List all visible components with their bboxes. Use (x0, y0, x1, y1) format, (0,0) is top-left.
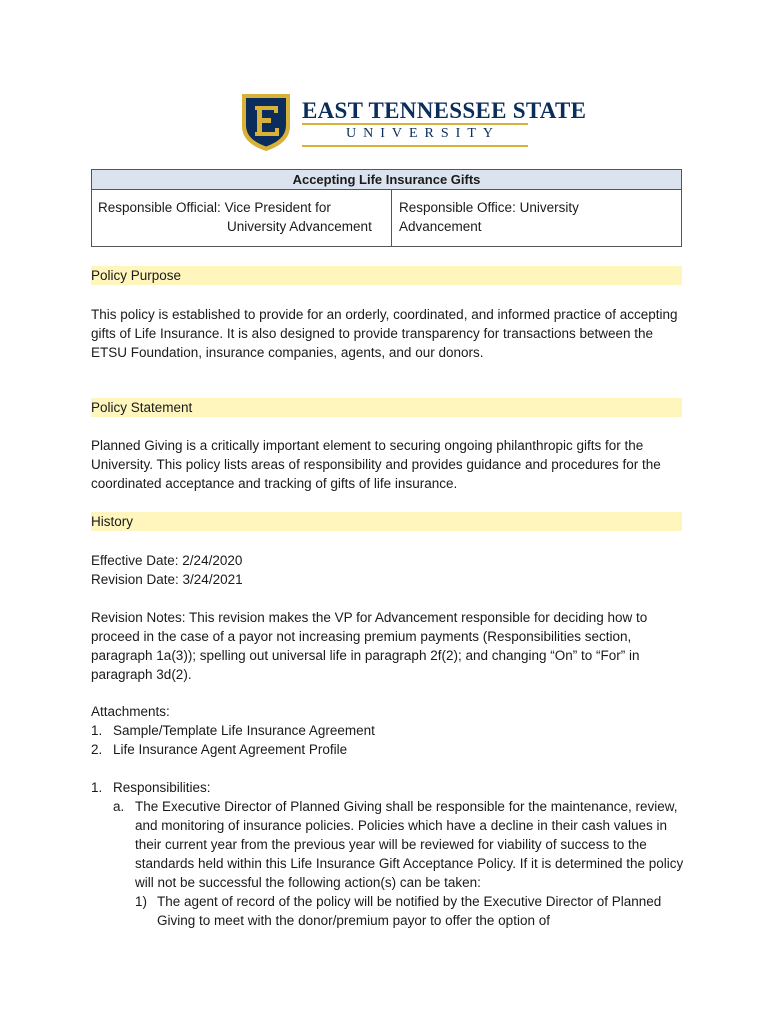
responsible-office-value: Advancement (399, 219, 482, 234)
responsibility-a (91, 797, 686, 892)
revision-notes-paragraph: Revision Notes: This revision makes the VP for Advancement responsible for deciding how to proceed in the case of a payor not increasing premium payments (Responsibilities section, paragraph 1a(3)); spelling out universal life in paragraph 2f(2); and changing “On” to “For” in paragraph 3d(2). (91, 610, 648, 682)
responsibilities-label: Responsibilities: (113, 780, 211, 795)
responsibility-a-letter: a. (113, 799, 125, 814)
revision-notes (91, 608, 686, 684)
responsible-office-label: Responsible Office: University (399, 200, 579, 215)
attachments-list (91, 702, 686, 759)
etsu-logo (240, 92, 587, 154)
policy-title: Accepting Life Insurance Gifts (92, 170, 681, 190)
responsibilities-item (91, 778, 686, 797)
responsibility-a1-number: 1) (135, 894, 148, 909)
etsu-shield-icon (240, 92, 292, 152)
responsibility-a-text: The Executive Director of Planned Giving shall be responsible for the maintenance, review, and monitoring of insurance policies. Policies which have a decline in their cash values in their current year from the previous year will be reviewed for viability of success to the standards held within this Life Insurance Gift Acceptance Policy. If it is determined the policy will not be successful the following action(s) can be taken: (135, 799, 684, 890)
policy-purpose-paragraph: This policy is established to provide for an orderly, coordinated, and informed practice of accepting gifts of Life Insurance. It is also designed to provide transparency for transactions between the ETSU Foundation, insurance companies, agents, and our donors. (91, 307, 678, 360)
responsible-official-value: University Advancement (227, 219, 372, 234)
policy-statement-heading: Policy Statement (91, 398, 682, 417)
revision-date: Revision Date: 3/24/2021 (91, 572, 243, 587)
responsibility-a1 (91, 892, 686, 930)
responsible-official-cell (92, 190, 392, 246)
history-dates (91, 551, 686, 589)
logo-text-line1: EAST TENNESSEE STATE (302, 98, 587, 123)
responsibilities-number: 1. (91, 780, 103, 795)
policy-header-table (91, 169, 682, 247)
attachment-item (91, 721, 686, 740)
policy-header-row (92, 190, 681, 246)
logo-underline (302, 145, 528, 147)
attachment-number: 2. (91, 742, 103, 757)
responsible-office-cell (392, 190, 681, 246)
effective-date: Effective Date: 2/24/2020 (91, 553, 243, 568)
attachment-text: Life Insurance Agent Agreement Profile (113, 742, 348, 757)
attachment-item (91, 740, 686, 759)
responsible-official-label: Responsible Official: Vice President for (98, 200, 331, 215)
policy-purpose-heading: Policy Purpose (91, 266, 682, 285)
policy-purpose-text (91, 305, 686, 362)
history-heading: History (91, 512, 682, 531)
attachments-label: Attachments: (91, 704, 170, 719)
attachment-text: Sample/Template Life Insurance Agreement (113, 723, 375, 738)
policy-statement-paragraph: Planned Giving is a critically important element to securing ongoing philanthropic gifts for the University. This policy lists areas of responsibility and provides guidance and procedures for the coordinated acceptance and tracking of gifts of life insurance. (91, 438, 661, 491)
responsibilities-section (91, 778, 686, 930)
policy-statement-text (91, 436, 686, 493)
attachment-number: 1. (91, 723, 103, 738)
logo-divider (302, 123, 528, 125)
logo-text-line2: UNIVERSITY (346, 126, 500, 141)
responsibility-a1-text: The agent of record of the policy will be notified by the Executive Director of Planned Giving to meet with the donor/premium payor to offer the option of (157, 894, 662, 928)
